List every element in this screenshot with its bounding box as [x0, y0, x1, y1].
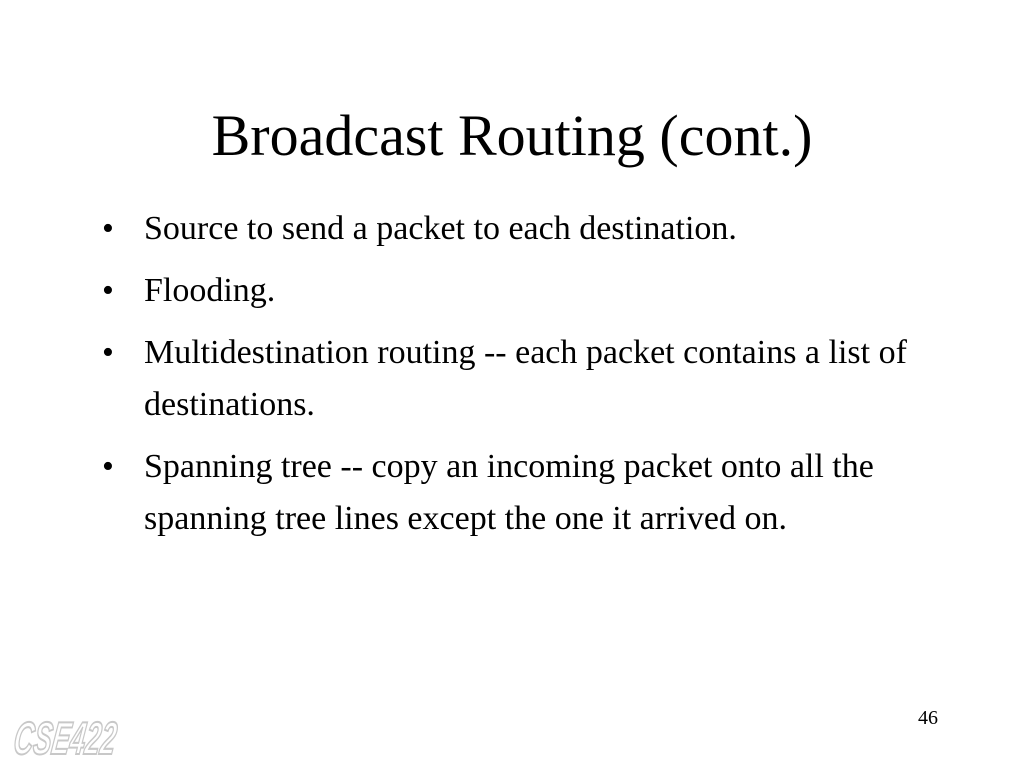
bullet-text: Multidestination routing -- each packet contains a list of destinations. [144, 334, 907, 423]
bullet-dot-icon: • [102, 272, 114, 309]
bullet-dot-icon: • [102, 448, 114, 485]
bullet-text: Source to send a packet to each destination. [144, 210, 737, 247]
bullet-item [100, 441, 960, 545]
slide-title: Broadcast Routing (cont.) [211, 103, 813, 168]
bullet-text: Flooding. [144, 272, 276, 309]
bullet-list [100, 203, 960, 555]
bullet-text: Spanning tree -- copy an incoming packet onto all the spanning tree lines except the one it arrived on. [144, 448, 874, 537]
bullet-item [100, 203, 960, 255]
bullet-item [100, 327, 960, 431]
bullet-item [100, 265, 960, 317]
bullet-dot-icon: • [102, 334, 114, 371]
course-logo-text: CSE422 [10, 712, 190, 764]
bullet-dot-icon: • [102, 210, 114, 247]
page-number: 46 [918, 707, 938, 729]
course-logo [10, 698, 190, 764]
